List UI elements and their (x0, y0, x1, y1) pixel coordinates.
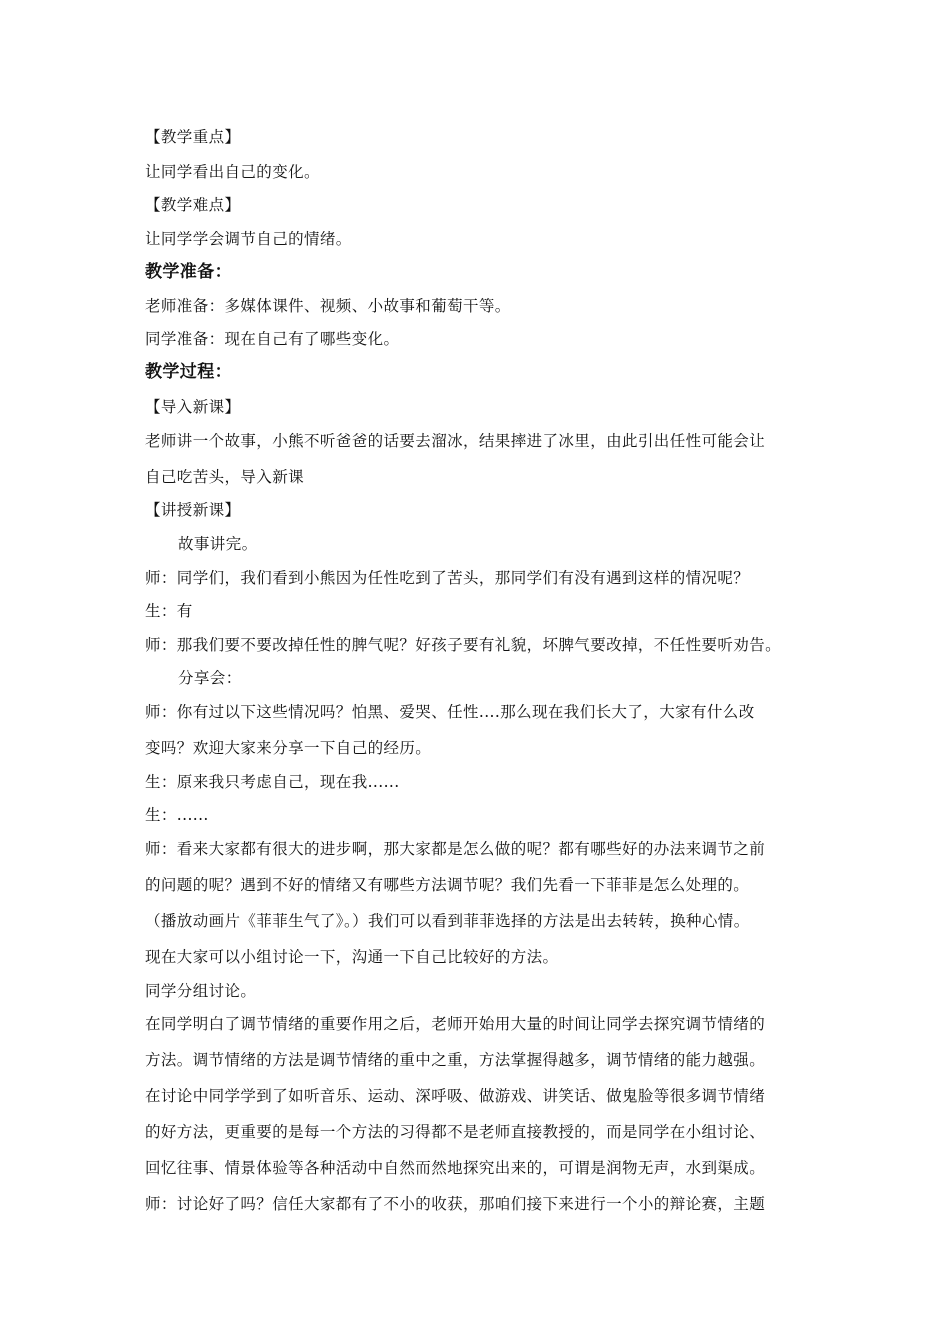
heading-process: 教学过程： (145, 362, 232, 382)
section-label-key-points: 【教学重点】 (145, 128, 241, 146)
paragraph-line: 在讨论中同学学到了如听音乐、运动、深呼吸、做游戏、讲笑话、做鬼脸等很多调节情绪 (145, 1087, 766, 1105)
dialogue-line: 师：同学们，我们看到小熊因为任性吃到了苦头，那同学们有没有遇到这样的情况呢？ (145, 569, 750, 587)
paragraph-line: （播放动画片《菲菲生气了》。）我们可以看到菲菲选择的方法是出去转转，换种心情。 (145, 912, 750, 930)
paragraph-line: 让同学看出自己的变化。 (145, 163, 320, 181)
paragraph-line: 让同学学会调节自己的情绪。 (145, 230, 352, 248)
paragraph-line: 的好方法，更重要的是每一个方法的习得都不是老师直接教授的，而是同学在小组讨论、 (145, 1123, 766, 1141)
paragraph-line: 回忆往事、情景体验等各种活动中自然而然地探究出来的，可谓是润物无声，水到渠成。 (145, 1159, 766, 1177)
paragraph-line: 老师讲一个故事，小熊不听爸爸的话要去溜冰，结果摔进了冰里，由此引出任性可能会让 (145, 432, 766, 450)
dialogue-line: 变吗？欢迎大家来分享一下自己的经历。 (145, 739, 432, 757)
dialogue-line: 生：原来我只考虑自己，现在我...... (145, 773, 400, 791)
dialogue-line: 生：...... (145, 806, 209, 824)
paragraph-line: 故事讲完。 (178, 535, 258, 553)
dialogue-line: 师：讨论好了吗？信任大家都有了不小的收获，那咱们接下来进行一个小的辩论赛，主题 (145, 1195, 766, 1213)
paragraph-line: 方法。调节情绪的方法是调节情绪的重中之重，方法掌握得越多，调节情绪的能力越强。 (145, 1051, 766, 1069)
paragraph-line: 老师准备：多媒体课件、视频、小故事和葡萄干等。 (145, 297, 511, 315)
dialogue-line: 师：看来大家都有很大的进步啊，那大家都是怎么做的呢？都有哪些好的办法来调节之前 (145, 840, 766, 858)
section-label-new-lesson: 【讲授新课】 (145, 501, 241, 519)
dialogue-line: 师：你有过以下这些情况吗？怕黑、爱哭、任性....那么现在我们长大了，大家有什么改 (145, 703, 755, 721)
paragraph-line: 同学分组讨论。 (145, 982, 257, 1000)
paragraph-line: 的问题的呢？遇到不好的情绪又有哪些方法调节呢？我们先看一下菲菲是怎么处理的。 (145, 876, 750, 894)
paragraph-line: 分享会： (178, 669, 242, 687)
paragraph-line: 在同学明白了调节情绪的重要作用之后，老师开始用大量的时间让同学去探究调节情绪的 (145, 1015, 766, 1033)
paragraph-line: 同学准备：现在自己有了哪些变化。 (145, 330, 400, 348)
paragraph-line: 自己吃苦头，导入新课 (145, 468, 305, 486)
dialogue-line: 生：有 (145, 602, 193, 620)
heading-preparation: 教学准备： (145, 262, 232, 282)
section-label-difficulties: 【教学难点】 (145, 196, 241, 214)
section-label-intro: 【导入新课】 (145, 398, 241, 416)
paragraph-line: 现在大家可以小组讨论一下，沟通一下自己比较好的方法。 (145, 948, 559, 966)
dialogue-line: 师：那我们要不要改掉任性的脾气呢？好孩子要有礼貌，坏脾气要改掉，不任性要听劝告。 (145, 636, 782, 654)
